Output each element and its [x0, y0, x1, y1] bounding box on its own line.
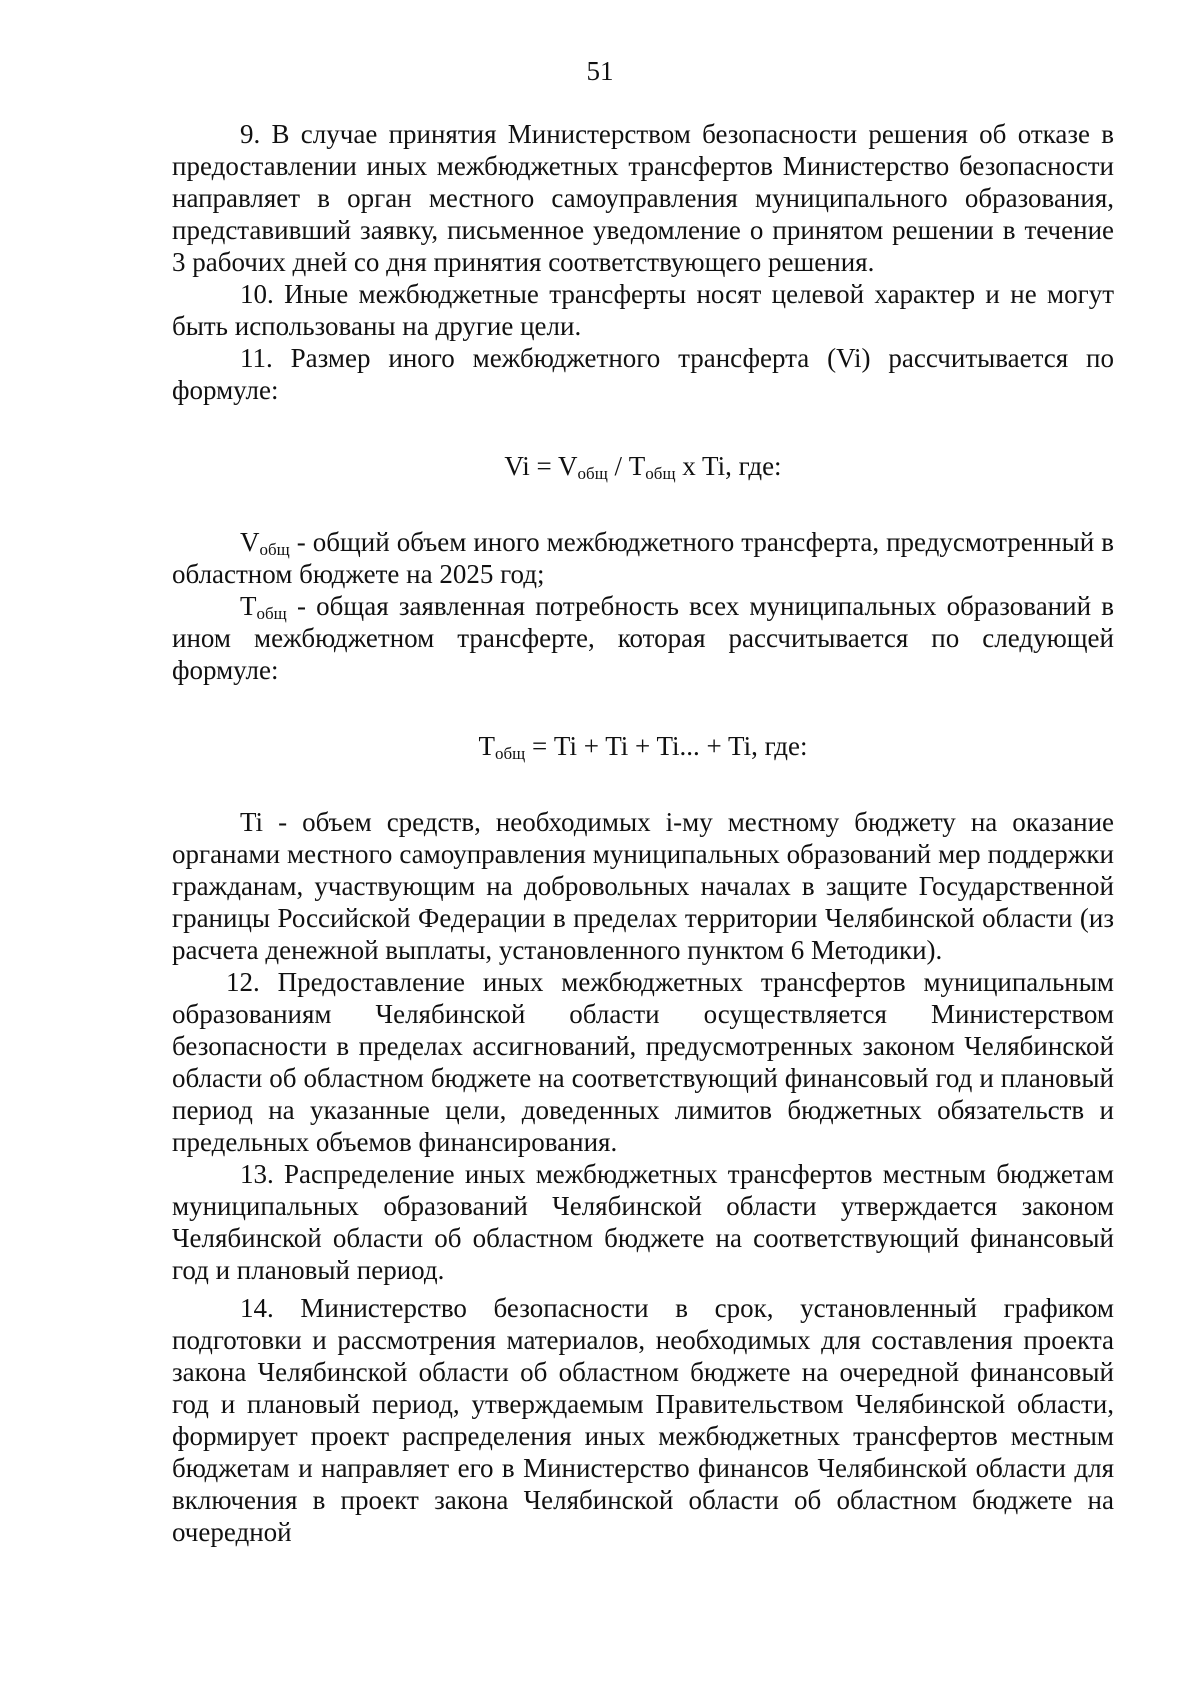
paragraph-13: 13. Распределение иных межбюджетных трансфертов местным бюджетам муниципальных образований Челябинской области утверждается законом Челябинской области об областном бюджете на соответствующий финансовый год и плановый период.	[172, 1159, 1114, 1285]
def-v-sub: общ	[259, 540, 290, 559]
definition-t-total	[172, 590, 1114, 686]
formula-vi-part-c: x Ti, где:	[675, 451, 782, 481]
formula-t-part-a: T	[478, 731, 495, 761]
formula-vi-sub-2: общ	[645, 464, 676, 483]
formula-vi-part-a: Vi = V	[504, 451, 578, 481]
formula-t-sub: общ	[494, 744, 526, 763]
document-body	[172, 118, 1114, 1548]
paragraph-10: 10. Иные межбюджетные трансферты носят целевой характер и не могут быть использованы на другие цели.	[172, 279, 1114, 341]
formula-vi-part-b: / T	[607, 451, 646, 481]
def-t-lead: T	[240, 591, 257, 621]
definition-ti: Ti - объем средств, необходимых i-му местному бюджету на оказание органами местного самоуправления муниципальных образований мер поддержки гражданам, участвующим на добровольных началах в защите Государственной границы Российской Федерации в пределах территории Челябинской области (из расчета денежной выплаты, установленного пунктом 6 Методики).	[172, 807, 1114, 965]
paragraph-12: 12. Предоставление иных межбюджетных трансфертов муниципальным образованиям Челябинской области осуществляется Министерством безопасности в пределах ассигнований, предусмотренных законом Челябинской области об областном бюджете на соответствующий финансовый год и плановый период на указанные цели, доведенных лимитов бюджетных обязательств и предельных объемов финансирования.	[172, 967, 1114, 1157]
def-v-lead: V	[240, 527, 260, 557]
formula-t-part-b: = Ti + Ti + Ti... + Ti, где:	[525, 731, 808, 761]
formula-t-total	[172, 730, 1114, 762]
def-t-sub: общ	[256, 604, 287, 623]
def-v-text: - общий объем иного межбюджетного трансферта, предусмотренный в областном бюджете на 2025 год;	[172, 527, 1114, 589]
definition-v-total	[172, 526, 1114, 590]
paragraph-11: 11. Размер иного межбюджетного трансферта (Vi) рассчитывается по формуле:	[172, 343, 1114, 405]
formula-vi	[172, 450, 1114, 482]
formula-vi-sub-1: общ	[577, 464, 608, 483]
def-t-text: - общая заявленная потребность всех муниципальных образований в ином межбюджетном трансферте, которая рассчитывается по следующей формуле:	[172, 591, 1114, 685]
paragraph-9: 9. В случае принятия Министерством безопасности решения об отказе в предоставлении иных межбюджетных трансфертов Министерство безопасности направляет в орган местного самоуправления муниципального образования, представивший заявку, письменное уведомление о принятом решении в течение 3 рабочих дней со дня принятия соответствующего решения.	[172, 119, 1114, 277]
paragraph-14: 14. Министерство безопасности в срок, установленный графиком подготовки и рассмотрения материалов, необходимых для составления проекта закона Челябинской области об областном бюджете на очередной финансовый год и плановый период, утверждаемым Правительством Челябинской области, формирует проект распределения иных межбюджетных трансфертов местным бюджетам и направляет его в Министерство финансов Челябинской области для включения в проект закона Челябинской области об областном бюджете на очередной	[172, 1293, 1114, 1547]
page-number: 51	[586, 56, 614, 86]
